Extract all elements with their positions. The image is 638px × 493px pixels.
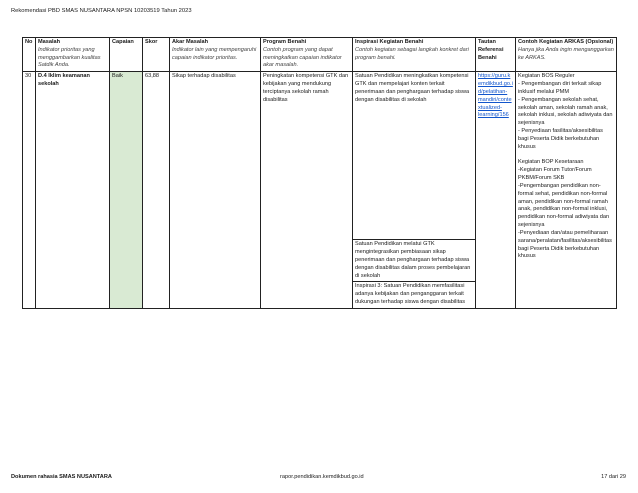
- cell-capaian: Baik: [110, 72, 143, 309]
- header-program-benahi: Program Benahi Contoh program yang dapat meningkatkan capaian indikator akar masalah.: [261, 38, 353, 72]
- header-contoh-arkas: Contoh Kegiatan ARKAS (Opsional) Hanya jika Anda ingin menganggarkan ke ARKAS.: [516, 38, 617, 72]
- reference-link[interactable]: https://guru.kemdikbud.go.id/pelatihan-mandiri/contextualized-learning/156: [478, 73, 513, 119]
- table-row: [23, 72, 617, 240]
- table-header-row: [23, 38, 617, 72]
- recommendation-table: [22, 37, 617, 309]
- header-masalah: Masalah Indikator prioritas yang menggambarkan kualitas Satdik Anda.: [36, 38, 110, 72]
- document-header: Rekomendasi PBD SMAS NUSANTARA NPSN 10203519 Tahun 2023: [11, 8, 192, 14]
- cell-tautan: [476, 72, 516, 309]
- cell-contoh-arkas: Kegiatan BOS Reguler - Pengembangan diri terkait sikap inklusif melalui PMM - Pengembangan sekolah sehat, sekolah aman, sekolah ramah anak, sekolah inklusi, sekolah adiwiyata dan sejenisnya - Penyediaan fasilitas/aksesibilitas bagi Peserta Didik berkebutuhan khusus Kegiatan BOP Kesetaraan -Kegiatan Forum Tutor/Forum PKBM/Forum SKB -Pengembangan pendidikan non-formal sehat, pendidikan non-formal aman, pendidikan non-formal ramah anak, pendidikan non-formal inklusi, pendidikan non-formal adiwiyata dan sejenisnya -Penyediaan dan/atau pemeliharaan sarana/peralatan/fasilitas/aksesibilitas bagi Peserta Didik berkebutuhan khusus: [516, 72, 617, 309]
- cell-inspirasi-3: Inspirasi 3: Satuan Pendidikan memfasilitasi adanya kebijakan dan penganggaran terkait dukungan terhadap siswa dengan disabilitas: [353, 282, 476, 308]
- footer-page-number: 17 dari 29: [601, 474, 626, 480]
- footer-confidential: Dokumen rahasia SMAS NUSANTARA: [11, 474, 112, 480]
- header-akar-masalah: Akar Masalah Indikator lain yang mempengaruhi capaian indikator prioritas.: [170, 38, 261, 72]
- footer-url[interactable]: rapor.pendidikan.kemdikbud.go.id: [280, 474, 364, 480]
- cell-program-benahi: Peningkatan kompetensi GTK dan kebijakan yang mendukung terciptanya sekolah ramah disabilitas: [261, 72, 353, 309]
- header-no: No: [23, 38, 36, 72]
- header-inspirasi-kegiatan: Inspirasi Kegiatan Benahi Contoh kegiatan sebagai langkah konkret dari program benahi.: [353, 38, 476, 72]
- cell-masalah: D.4 Iklim keamanan sekolah: [36, 72, 110, 309]
- cell-inspirasi-2: Satuan Pendidikan melatui GTK mengintegrasikan pembiasaan sikap penerimaan dan penghargaan terhadap siswa dengan disabilitas dalam proses pembelajaran di sekolah: [353, 240, 476, 282]
- cell-no: 30: [23, 72, 36, 309]
- cell-inspirasi-1: Satuan Pendidikan meningkatkan kompetensi GTK dan mempelajari konten terkait penerimaan dan penghargaan terhadap siswa dengan disabilitas di sekolah: [353, 72, 476, 240]
- header-capaian: Capaian: [110, 38, 143, 72]
- header-tautan-referensi: Tautan Referensi Benahi: [476, 38, 516, 72]
- header-skor: Skor: [143, 38, 170, 72]
- cell-skor: 63,88: [143, 72, 170, 309]
- cell-akar-masalah: Sikap terhadap disabilitas: [170, 72, 261, 309]
